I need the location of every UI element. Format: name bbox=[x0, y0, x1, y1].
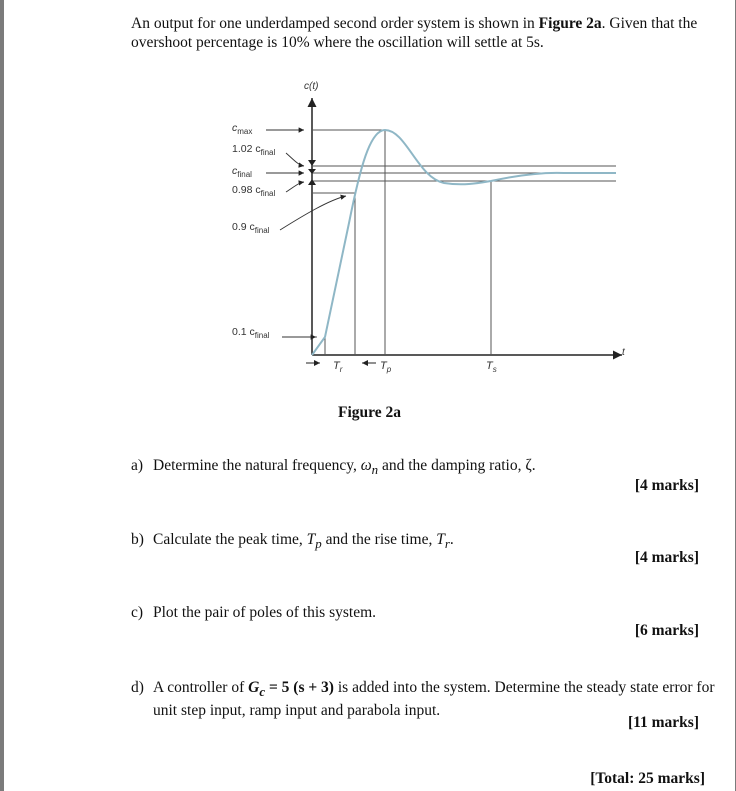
question-c bbox=[131, 603, 716, 622]
step-response-figure bbox=[4, 0, 735, 400]
x-axis-label: t bbox=[622, 347, 625, 358]
label-cmax: $c_{max}$ bbox=[232, 122, 253, 136]
question-c-text: Plot the pair of poles of this system. bbox=[153, 604, 377, 621]
question-d-marks: [11 marks] bbox=[627, 714, 699, 731]
label-01-cfinal: 0.1 $c_{final}$ bbox=[232, 326, 270, 340]
intro-text-end: . Given that the overshoot percentage is 10% where the oscillation will settle at 5s. bbox=[131, 15, 698, 51]
question-b-text: Calculate the peak time, $T_p$ and the rise time, $T_r$. bbox=[153, 531, 454, 552]
question-a-marks: [4 marks] bbox=[634, 477, 699, 494]
label-102-cfinal: 1.02 $c_{final}$ bbox=[232, 143, 276, 157]
question-d-label: d) bbox=[131, 679, 144, 696]
document-page bbox=[4, 0, 735, 791]
question-d-text: A controller of $G_c = 5$ (s + 3) is added into the system. Determine the steady state error for unit step input, ramp input and parabola input. bbox=[153, 679, 715, 720]
question-a-text: Determine the natural frequency, $\omega_n$ and the damping ratio, ζ. bbox=[153, 457, 536, 478]
question-c-label: c) bbox=[131, 604, 144, 621]
intro-figure-ref: Figure 2a bbox=[538, 15, 602, 32]
label-tr: $T_r$ bbox=[333, 360, 343, 374]
question-b-label: b) bbox=[131, 531, 144, 548]
label-ts: $T_s$ bbox=[486, 360, 497, 374]
label-leaders bbox=[266, 130, 346, 337]
y-axis-label: c(t) bbox=[304, 81, 319, 92]
question-a bbox=[131, 456, 716, 479]
label-098-cfinal: 0.98 $c_{final}$ bbox=[232, 184, 276, 198]
question-c-marks: [6 marks] bbox=[634, 622, 699, 639]
question-b-marks: [4 marks] bbox=[634, 549, 699, 566]
label-tp: $T_p$ bbox=[380, 360, 392, 374]
question-a-label: a) bbox=[131, 457, 144, 474]
response-curve bbox=[312, 130, 616, 355]
label-cfinal: $c_{final}$ bbox=[232, 165, 252, 179]
intro-text: An output for one underdamped second order system is shown in bbox=[131, 15, 539, 32]
figure-caption: Figure 2a bbox=[338, 404, 401, 421]
y-level-labels bbox=[232, 122, 276, 340]
label-09-cfinal: 0.9 $c_{final}$ bbox=[232, 221, 270, 235]
question-b bbox=[131, 530, 716, 553]
total-marks: [Total: 25 marks] bbox=[590, 770, 705, 787]
